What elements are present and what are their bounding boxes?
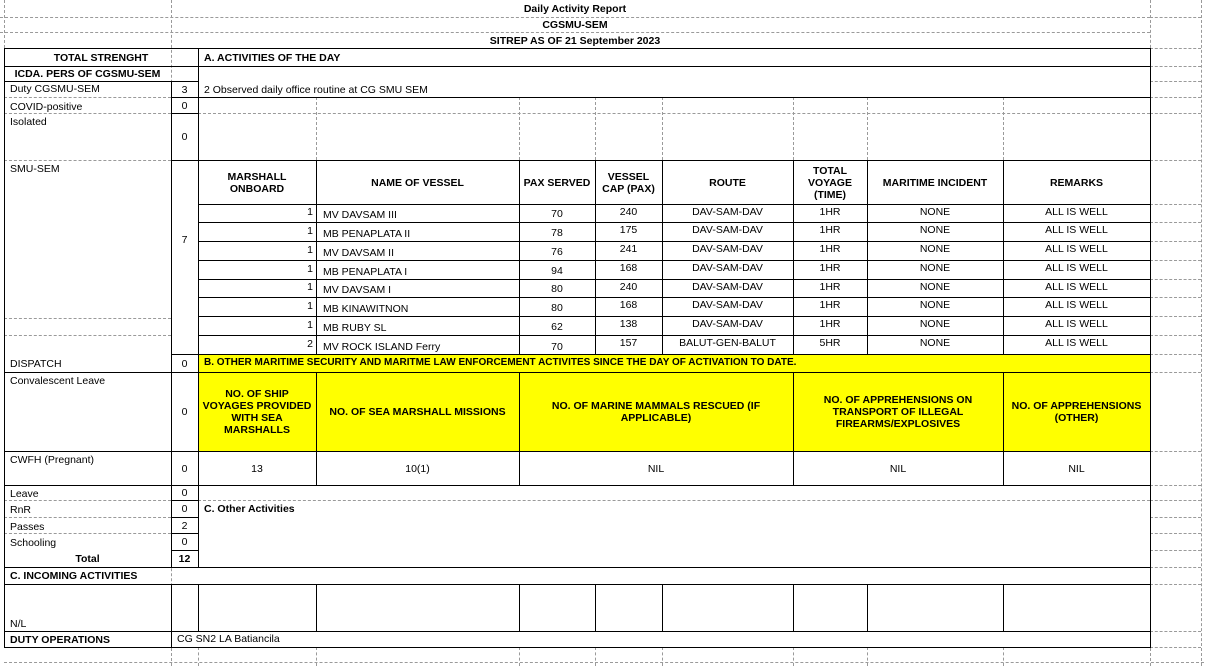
vessel-pax: 62 <box>551 321 563 333</box>
vessel-name: MV DAVSAM II <box>323 247 394 259</box>
vessel-voyage: 1HR <box>819 205 841 218</box>
strength-value-duty: 3 <box>181 83 188 96</box>
vessel-header-route: ROUTE <box>709 176 746 189</box>
vessel-pax: 94 <box>551 265 563 277</box>
vessel-pax: 78 <box>551 227 563 239</box>
vessel-voyage: 5HR <box>819 337 841 349</box>
vessel-marshall: 1 <box>307 243 313 256</box>
section-b-header-other: NO. OF APPREHENSIONS (OTHER) <box>1011 400 1142 424</box>
vessel-name: MB RUBY SL <box>323 322 387 334</box>
vessel-remarks: ALL IS WELL <box>1045 205 1108 218</box>
section-b-header-missions: NO. OF SEA MARSHALL MISSIONS <box>329 406 506 418</box>
vessel-route: DAV-SAM-DAV <box>692 262 763 274</box>
strength-value-cwfh: 0 <box>181 462 188 475</box>
vessel-cap: 168 <box>619 299 638 311</box>
strength-value-convalescent: 0 <box>181 406 188 418</box>
vessel-header-pax: PAX SERVED <box>523 176 591 189</box>
vessel-cap: 168 <box>619 262 638 274</box>
strength-label-passes: Passes <box>10 520 45 533</box>
vessel-incident: NONE <box>919 224 951 236</box>
vessel-cap: 175 <box>619 224 638 236</box>
vessel-name: MB PENAPLATA I <box>323 266 408 278</box>
vessel-remarks: ALL IS WELL <box>1045 318 1108 330</box>
vessel-marshall: 1 <box>307 224 313 237</box>
section-b-value-missions: 10(1) <box>405 462 430 475</box>
vessel-name: MB PENAPLATA II <box>323 228 411 240</box>
strength-label-leave: Leave <box>10 488 39 500</box>
vessel-incident: NONE <box>919 318 951 330</box>
strength-value-smu-sem: 7 <box>181 233 188 246</box>
vessel-header-voyage: TOTAL VOYAGE (TIME) <box>808 164 852 201</box>
report-unit: CGSMU-SEM <box>542 18 608 31</box>
vessel-route: DAV-SAM-DAV <box>692 205 763 218</box>
strength-label-rnr: RnR <box>10 504 32 516</box>
vessel-route: DAV-SAM-DAV <box>692 224 763 236</box>
vessel-remarks: ALL IS WELL <box>1045 262 1108 274</box>
incoming-title: C. INCOMING ACTIVITIES <box>10 570 138 582</box>
vessel-incident: NONE <box>919 299 951 311</box>
vessel-name: MV DAVSAM I <box>323 284 392 296</box>
vessel-cap: 240 <box>619 205 638 218</box>
strength-heading: TOTAL STRENGHT <box>53 51 149 64</box>
vessel-marshall: 1 <box>307 206 313 218</box>
section-b-header-firearms: NO. OF APPREHENSIONS ON TRANSPORT OF ILLEGAL FIREARMS/EXPLOSIVES <box>823 394 973 430</box>
strength-label-smu-sem: SMU-SEM <box>10 163 60 175</box>
vessel-remarks: ALL IS WELL <box>1045 224 1108 236</box>
section-b-value-mammals: NIL <box>647 462 665 475</box>
vessel-header-incident: MARITIME INCIDENT <box>882 176 988 189</box>
vessel-cap: 157 <box>619 337 638 349</box>
vessel-remarks: ALL IS WELL <box>1045 280 1108 293</box>
vessel-route: DAV-SAM-DAV <box>692 318 763 330</box>
vessel-remarks: ALL IS WELL <box>1045 243 1108 255</box>
vessel-voyage: 1HR <box>819 243 841 255</box>
vessel-pax: 80 <box>551 283 563 295</box>
duty-ops-label: DUTY OPERATIONS <box>10 633 110 646</box>
strength-label-convalescent: Convalescent Leave <box>10 375 106 387</box>
vessel-incident: NONE <box>919 262 951 274</box>
vessel-marshall: 1 <box>307 299 313 312</box>
report-sitrep-date: SITREP AS OF 21 September 2023 <box>489 34 661 47</box>
section-a-activity: 2 Observed daily office routine at CG SMU SEM <box>204 83 428 96</box>
strength-subheading: ICDA. PERS OF CGSMU-SEM <box>14 68 161 80</box>
vessel-remarks: ALL IS WELL <box>1045 299 1108 311</box>
vessel-name: MV DAVSAM III <box>323 209 397 221</box>
strength-value-isolated: 0 <box>181 131 188 143</box>
incoming-value: N/L <box>10 618 27 630</box>
vessel-cap: 241 <box>619 243 638 255</box>
vessel-header-remarks: REMARKS <box>1049 176 1104 189</box>
strength-value-rnr: 0 <box>181 503 188 515</box>
vessel-cap: 240 <box>619 280 638 293</box>
vessel-route: DAV-SAM-DAV <box>692 280 763 293</box>
section-b-value-voyages: 13 <box>251 462 263 475</box>
vessel-header-marshall: MARSHALL ONBOARD <box>227 170 287 195</box>
vessel-incident: NONE <box>919 243 951 255</box>
vessel-voyage: 1HR <box>819 280 841 293</box>
vessel-voyage: 1HR <box>819 224 841 236</box>
vessel-name: MV ROCK ISLAND Ferry <box>323 341 441 353</box>
vessel-header-name: NAME OF VESSEL <box>371 176 464 189</box>
strength-label-schooling: Schooling <box>10 537 57 549</box>
strength-total-value: 12 <box>178 553 191 565</box>
section-b-value-firearms: NIL <box>889 462 907 475</box>
vessel-marshall: 1 <box>307 318 313 331</box>
duty-ops-value: CG SN2 LA Batiancila <box>177 633 280 645</box>
vessel-header-cap: VESSEL CAP (PAX) <box>602 170 655 195</box>
strength-value-passes: 2 <box>181 519 188 532</box>
vessel-route: BALUT-GEN-BALUT <box>679 337 776 349</box>
section-b-header-voyages: NO. OF SHIP VOYAGES PROVIDED WITH SEA MARSHALLS <box>202 388 312 436</box>
strength-label-isolated: Isolated <box>10 116 47 128</box>
vessel-incident: NONE <box>919 205 951 218</box>
vessel-marshall: 1 <box>307 281 313 293</box>
strength-total-label: Total <box>75 553 100 565</box>
vessel-voyage: 1HR <box>819 318 841 330</box>
report-title: Daily Activity Report <box>523 3 627 15</box>
strength-label-cwfh: CWFH (Pregnant) <box>10 454 95 466</box>
strength-value-leave: 0 <box>181 487 188 499</box>
vessel-marshall: 1 <box>307 262 313 275</box>
strength-label-duty: Duty CGSMU-SEM <box>10 83 100 95</box>
section-b-header-mammals: NO. OF MARINE MAMMALS RESCUED (IF APPLICABLE) <box>551 400 761 424</box>
vessel-route: DAV-SAM-DAV <box>692 243 763 255</box>
strength-value-dispatch: 0 <box>181 357 188 370</box>
vessel-pax: 76 <box>551 246 563 258</box>
vessel-pax: 70 <box>551 340 563 353</box>
vessel-voyage: 1HR <box>819 299 841 311</box>
vessel-cap: 138 <box>619 318 638 330</box>
vessel-marshall: 2 <box>307 337 313 350</box>
strength-value-covid: 0 <box>181 99 188 112</box>
strength-label-dispatch: DISPATCH <box>10 358 62 370</box>
vessel-route: DAV-SAM-DAV <box>692 299 763 311</box>
strength-label-covid: COVID-positive <box>10 101 83 113</box>
section-b-value-other: NIL <box>1068 462 1085 475</box>
vessel-remarks: ALL IS WELL <box>1045 337 1108 349</box>
section-b-title: B. OTHER MARITIME SECURITY AND MARITME LAW ENFORCEMENT ACTIVITES SINCE THE DAY OF ACTIVATION TO DATE. <box>204 356 797 368</box>
strength-value-schooling: 0 <box>181 536 188 548</box>
vessel-pax: 80 <box>551 302 563 314</box>
vessel-voyage: 1HR <box>819 262 841 274</box>
section-a-title: A. ACTIVITIES OF THE DAY <box>204 51 341 64</box>
vessel-pax: 70 <box>551 208 563 220</box>
vessel-incident: NONE <box>919 280 951 293</box>
vessel-name: MB KINAWITNON <box>323 303 409 315</box>
section-c-other-title: C. Other Activities <box>204 502 295 515</box>
vessel-incident: NONE <box>919 337 951 349</box>
